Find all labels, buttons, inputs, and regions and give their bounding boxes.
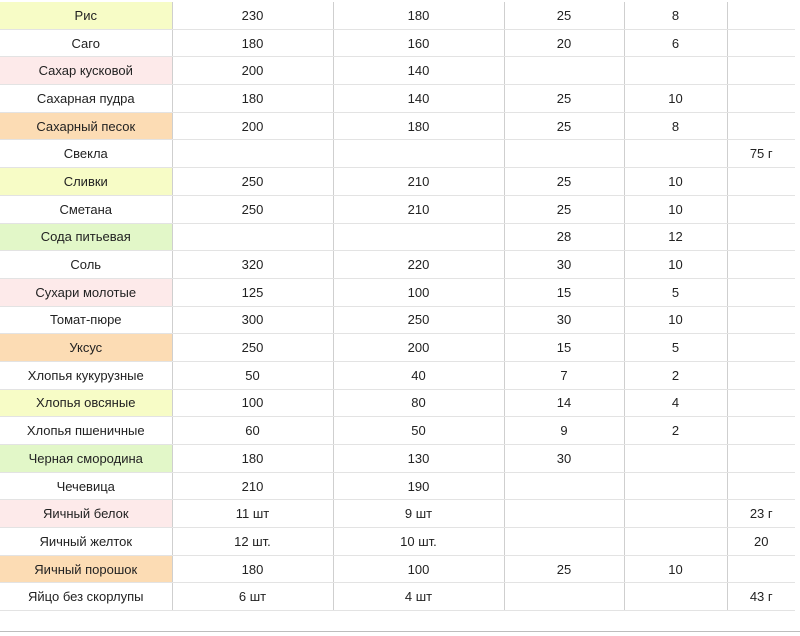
cell-col-3: 30: [504, 445, 624, 473]
cell-col-1: 250: [172, 195, 333, 223]
table-row: [0, 168, 795, 196]
cell-col-2: 180: [333, 2, 504, 29]
cell-col-3: [504, 528, 624, 556]
bottom-rule: [0, 631, 800, 632]
cell-col-5: [727, 361, 795, 389]
cell-col-3: 15: [504, 278, 624, 306]
cell-col-4: [624, 583, 727, 611]
cell-col-4: [624, 140, 727, 168]
cell-col-2: 180: [333, 112, 504, 140]
cell-col-1: 230: [172, 2, 333, 29]
product-name-cell: Томат-пюре: [0, 306, 172, 334]
cell-col-5: [727, 112, 795, 140]
cell-col-2: 210: [333, 195, 504, 223]
cell-col-5: [727, 195, 795, 223]
cell-col-1: 180: [172, 445, 333, 473]
cell-col-5: [727, 334, 795, 362]
product-name-cell: Свекла: [0, 140, 172, 168]
cell-col-2: 40: [333, 361, 504, 389]
cell-col-2: 140: [333, 57, 504, 85]
table-row: [0, 29, 795, 57]
cell-col-4: 8: [624, 2, 727, 29]
table-row: [0, 57, 795, 85]
cell-col-1: 11 шт: [172, 500, 333, 528]
cell-col-5: [727, 389, 795, 417]
cell-col-4: 10: [624, 306, 727, 334]
cell-col-5: 23 г: [727, 500, 795, 528]
cell-col-1: 200: [172, 112, 333, 140]
table-row: [0, 528, 795, 556]
product-name-cell: Сахарный песок: [0, 112, 172, 140]
product-name-cell: Сливки: [0, 168, 172, 196]
cell-col-5: [727, 445, 795, 473]
cell-col-3: [504, 140, 624, 168]
cell-col-1: 12 шт.: [172, 528, 333, 556]
cell-col-4: 10: [624, 168, 727, 196]
cell-col-2: 80: [333, 389, 504, 417]
table-row: [0, 555, 795, 583]
table-body: [0, 2, 795, 611]
cell-col-3: 20: [504, 29, 624, 57]
product-name-cell: Хлопья пшеничные: [0, 417, 172, 445]
cell-col-4: 2: [624, 417, 727, 445]
cell-col-3: 25: [504, 555, 624, 583]
product-name-cell: Яичный порошок: [0, 555, 172, 583]
cell-col-3: 28: [504, 223, 624, 251]
cell-col-2: 4 шт: [333, 583, 504, 611]
cell-col-4: [624, 57, 727, 85]
cell-col-2: 160: [333, 29, 504, 57]
cell-col-2: 200: [333, 334, 504, 362]
cell-col-4: 12: [624, 223, 727, 251]
cell-col-4: 5: [624, 334, 727, 362]
table-row: [0, 445, 795, 473]
cell-col-1: [172, 140, 333, 168]
table-row: [0, 334, 795, 362]
cell-col-1: 60: [172, 417, 333, 445]
cell-col-1: [172, 223, 333, 251]
cell-col-5: [727, 29, 795, 57]
cell-col-2: 250: [333, 306, 504, 334]
cell-col-5: 20: [727, 528, 795, 556]
product-name-cell: Сухари молотые: [0, 278, 172, 306]
cell-col-1: 250: [172, 168, 333, 196]
cell-col-1: 250: [172, 334, 333, 362]
table-row: [0, 195, 795, 223]
cell-col-4: 5: [624, 278, 727, 306]
cell-col-1: 180: [172, 29, 333, 57]
cell-col-2: 100: [333, 278, 504, 306]
cell-col-3: [504, 583, 624, 611]
product-name-cell: Сода питьевая: [0, 223, 172, 251]
cell-col-1: 180: [172, 555, 333, 583]
cell-col-4: 10: [624, 251, 727, 279]
cell-col-3: 25: [504, 2, 624, 29]
cell-col-1: 210: [172, 472, 333, 500]
cell-col-3: [504, 500, 624, 528]
cell-col-3: [504, 57, 624, 85]
table-row: [0, 472, 795, 500]
cell-col-2: 210: [333, 168, 504, 196]
product-name-cell: Соль: [0, 251, 172, 279]
cell-col-4: [624, 500, 727, 528]
table-row: [0, 85, 795, 113]
cell-col-2: 9 шт: [333, 500, 504, 528]
cell-col-5: [727, 417, 795, 445]
cell-col-5: [727, 2, 795, 29]
cell-col-2: 10 шт.: [333, 528, 504, 556]
cell-col-4: 10: [624, 85, 727, 113]
cell-col-2: 100: [333, 555, 504, 583]
cell-col-1: 100: [172, 389, 333, 417]
cell-col-5: [727, 223, 795, 251]
cell-col-3: 25: [504, 195, 624, 223]
cell-col-5: [727, 472, 795, 500]
product-name-cell: Яичный желток: [0, 528, 172, 556]
product-name-cell: Уксус: [0, 334, 172, 362]
cell-col-3: 25: [504, 112, 624, 140]
cell-col-3: 9: [504, 417, 624, 445]
cell-col-4: 2: [624, 361, 727, 389]
cell-col-4: 6: [624, 29, 727, 57]
cell-col-3: 7: [504, 361, 624, 389]
product-name-cell: Хлопья кукурузные: [0, 361, 172, 389]
cell-col-3: [504, 472, 624, 500]
cell-col-5: [727, 85, 795, 113]
product-name-cell: Сметана: [0, 195, 172, 223]
cell-col-5: 75 г: [727, 140, 795, 168]
cell-col-5: [727, 168, 795, 196]
cell-col-2: [333, 140, 504, 168]
product-name-cell: Сахарная пудра: [0, 85, 172, 113]
table-row: [0, 417, 795, 445]
cell-col-1: 50: [172, 361, 333, 389]
cell-col-2: [333, 223, 504, 251]
cell-col-1: 300: [172, 306, 333, 334]
product-name-cell: Сахар кусковой: [0, 57, 172, 85]
cell-col-5: [727, 57, 795, 85]
product-name-cell: Хлопья овсяные: [0, 389, 172, 417]
cell-col-3: 25: [504, 168, 624, 196]
table-row: [0, 223, 795, 251]
cell-col-1: 180: [172, 85, 333, 113]
cell-col-5: [727, 306, 795, 334]
table-row: [0, 251, 795, 279]
table-row: [0, 306, 795, 334]
table-row: [0, 2, 795, 29]
table-row: [0, 583, 795, 611]
product-name-cell: Черная смородина: [0, 445, 172, 473]
cell-col-4: 10: [624, 555, 727, 583]
cell-col-2: 50: [333, 417, 504, 445]
product-name-cell: Чечевица: [0, 472, 172, 500]
cell-col-1: 320: [172, 251, 333, 279]
product-name-cell: Саго: [0, 29, 172, 57]
cell-col-3: 30: [504, 251, 624, 279]
cell-col-1: 125: [172, 278, 333, 306]
cell-col-4: 10: [624, 195, 727, 223]
table-row: [0, 140, 795, 168]
table-row: [0, 389, 795, 417]
table-row: [0, 278, 795, 306]
product-name-cell: Яичный белок: [0, 500, 172, 528]
cell-col-2: 130: [333, 445, 504, 473]
table-row: [0, 112, 795, 140]
cell-col-2: 140: [333, 85, 504, 113]
cell-col-3: 14: [504, 389, 624, 417]
measures-table: [0, 2, 795, 611]
cell-col-3: 25: [504, 85, 624, 113]
product-name-cell: Рис: [0, 2, 172, 29]
cell-col-4: 4: [624, 389, 727, 417]
cell-col-5: 43 г: [727, 583, 795, 611]
table-row: [0, 361, 795, 389]
cell-col-5: [727, 555, 795, 583]
cell-col-3: 15: [504, 334, 624, 362]
table-row: [0, 500, 795, 528]
cell-col-2: 220: [333, 251, 504, 279]
cell-col-5: [727, 251, 795, 279]
cell-col-4: [624, 445, 727, 473]
cell-col-4: [624, 472, 727, 500]
cell-col-2: 190: [333, 472, 504, 500]
product-name-cell: Яйцо без скорлупы: [0, 583, 172, 611]
cell-col-4: 8: [624, 112, 727, 140]
cell-col-1: 200: [172, 57, 333, 85]
cell-col-4: [624, 528, 727, 556]
cell-col-1: 6 шт: [172, 583, 333, 611]
cell-col-5: [727, 278, 795, 306]
cell-col-3: 30: [504, 306, 624, 334]
